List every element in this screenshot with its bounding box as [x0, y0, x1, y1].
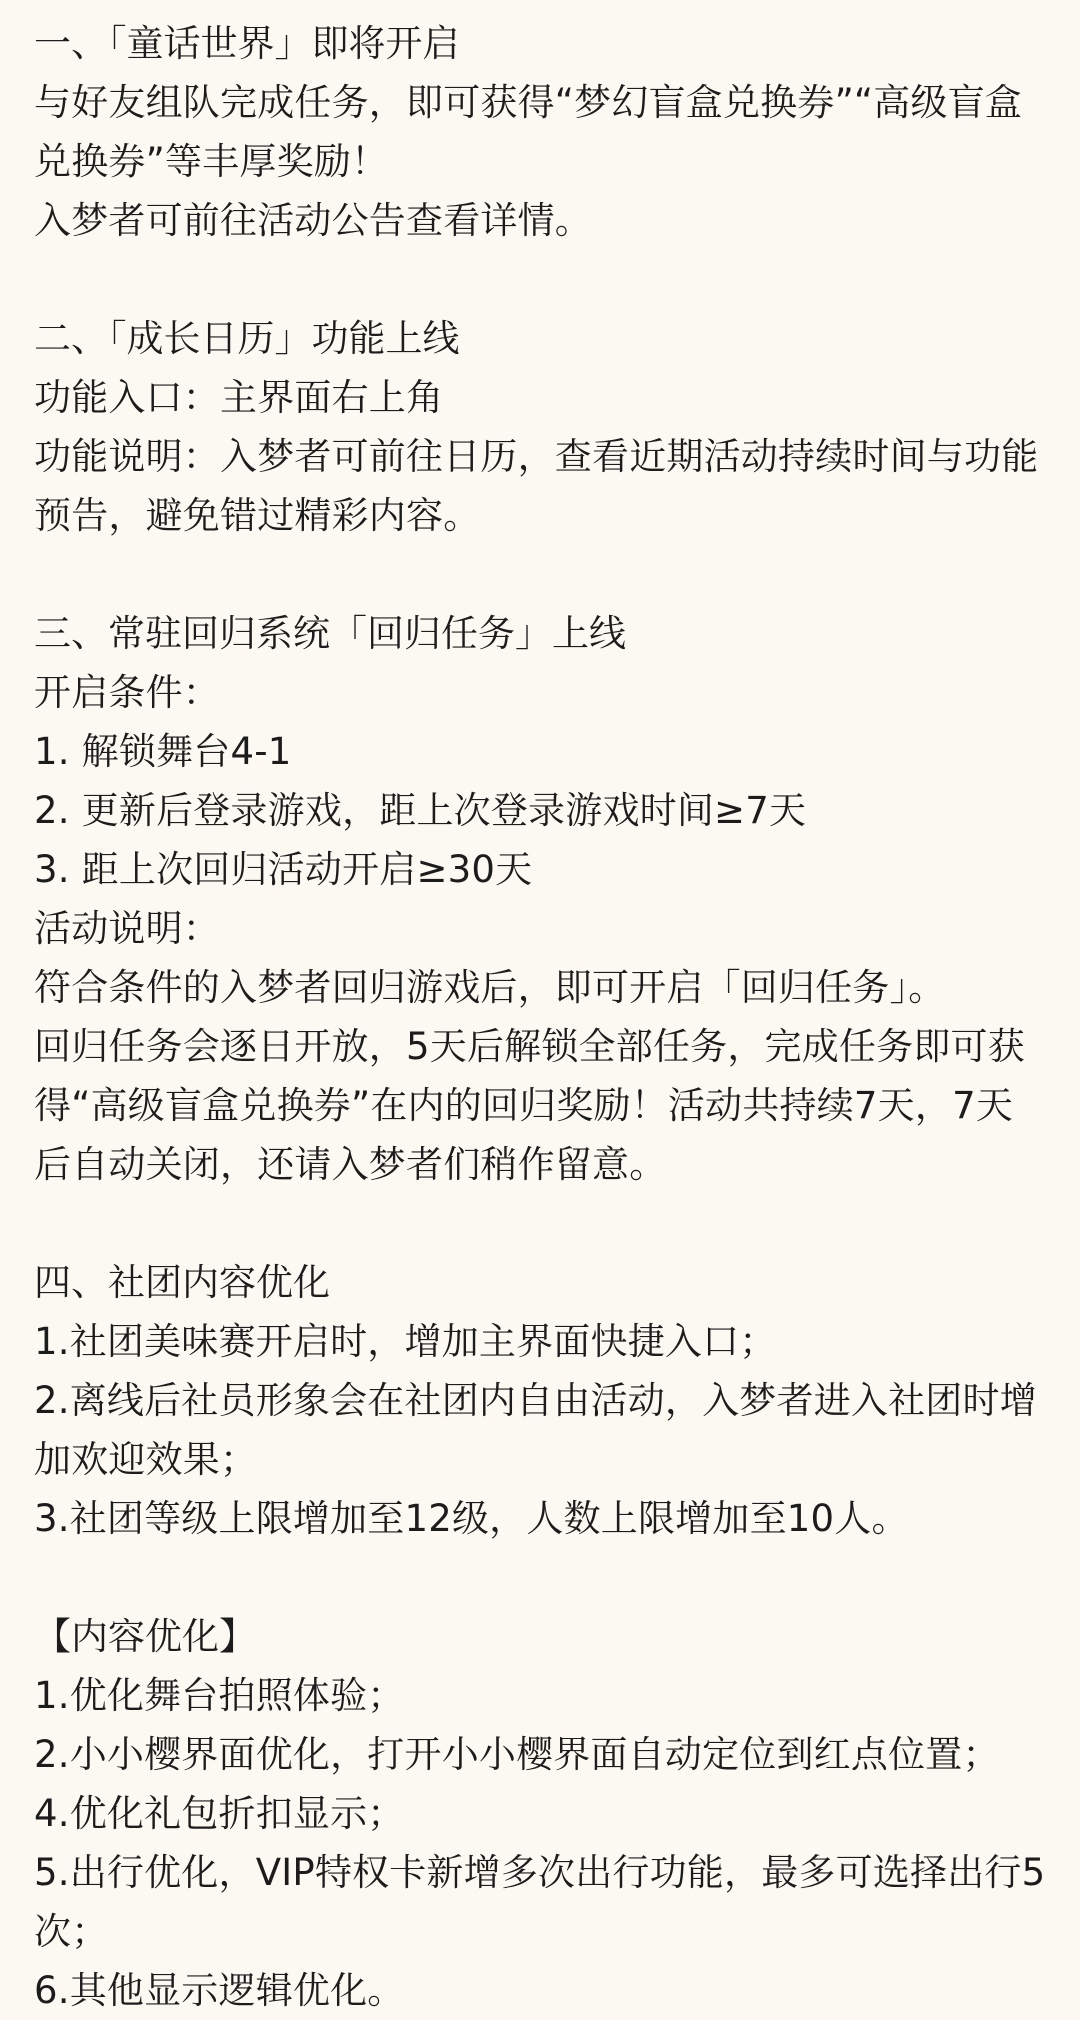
section-text: 2. 更新后登录游戏，距上次登录游戏时间≥7天 [34, 789, 807, 832]
section-return-task [34, 604, 1050, 1194]
section-text: 1.优化舞台拍照体验； [34, 1674, 405, 1717]
section-text: 与好友组队完成任务，即可获得“梦幻盲盒兑换券”“高级盲盒兑换券”等丰厚奖励！ [34, 81, 1023, 183]
section-growth-calendar [34, 309, 1050, 545]
section-text: 1.社团美味赛开启时，增加主界面快捷入口； [34, 1320, 777, 1363]
section-text: 入梦者可前往活动公告查看详情。 [34, 199, 592, 242]
section-text: 1. 解锁舞台4-1 [34, 730, 292, 773]
section-text: 2.离线后社员形象会在社团内自由活动，入梦者进入社团时增加欢迎效果； [34, 1379, 1037, 1481]
section-fairy-world [34, 14, 1050, 250]
section-heading: 四、社团内容优化 [34, 1261, 330, 1304]
section-heading: 二、「成长日历」功能上线 [34, 317, 460, 360]
section-heading: 三、常驻回归系统「回归任务」上线 [34, 612, 626, 655]
section-heading: 【内容优化】 [34, 1615, 256, 1658]
section-text: 5.出行优化，VIP特权卡新增多次出行功能，最多可选择出行5次； [34, 1851, 1046, 1953]
section-text: 2.小小樱界面优化，打开小小樱界面自动定位到红点位置； [34, 1733, 1000, 1776]
section-text: 功能说明：入梦者可前往日历，查看近期活动持续时间与功能预告，避免错过精彩内容。 [34, 435, 1039, 537]
section-content-optimization [34, 1607, 1050, 2020]
section-club-optimization [34, 1253, 1050, 1548]
section-text: 活动说明： [34, 907, 220, 950]
section-text: 符合条件的入梦者回归游戏后，即可开启「回归任务」。 [34, 966, 946, 1009]
section-text: 回归任务会逐日开放，5天后解锁全部任务，完成任务即可获得“高级盲盒兑换券”在内的回归奖励！活动共持续7天，7天后自动关闭，还请入梦者们稍作留意。 [34, 1025, 1025, 1186]
section-text: 4.优化礼包折扣显示； [34, 1792, 405, 1835]
section-text: 功能入口：主界面右上角 [34, 376, 444, 419]
section-heading: 一、「童话世界」即将开启 [34, 22, 460, 65]
section-text: 开启条件： [34, 671, 220, 714]
section-text: 6.其他显示逻辑优化。 [34, 1969, 405, 2012]
section-text: 3.社团等级上限增加至12级，人数上限增加至10人。 [34, 1497, 909, 1540]
section-text: 3. 距上次回归活动开启≥30天 [34, 848, 533, 891]
